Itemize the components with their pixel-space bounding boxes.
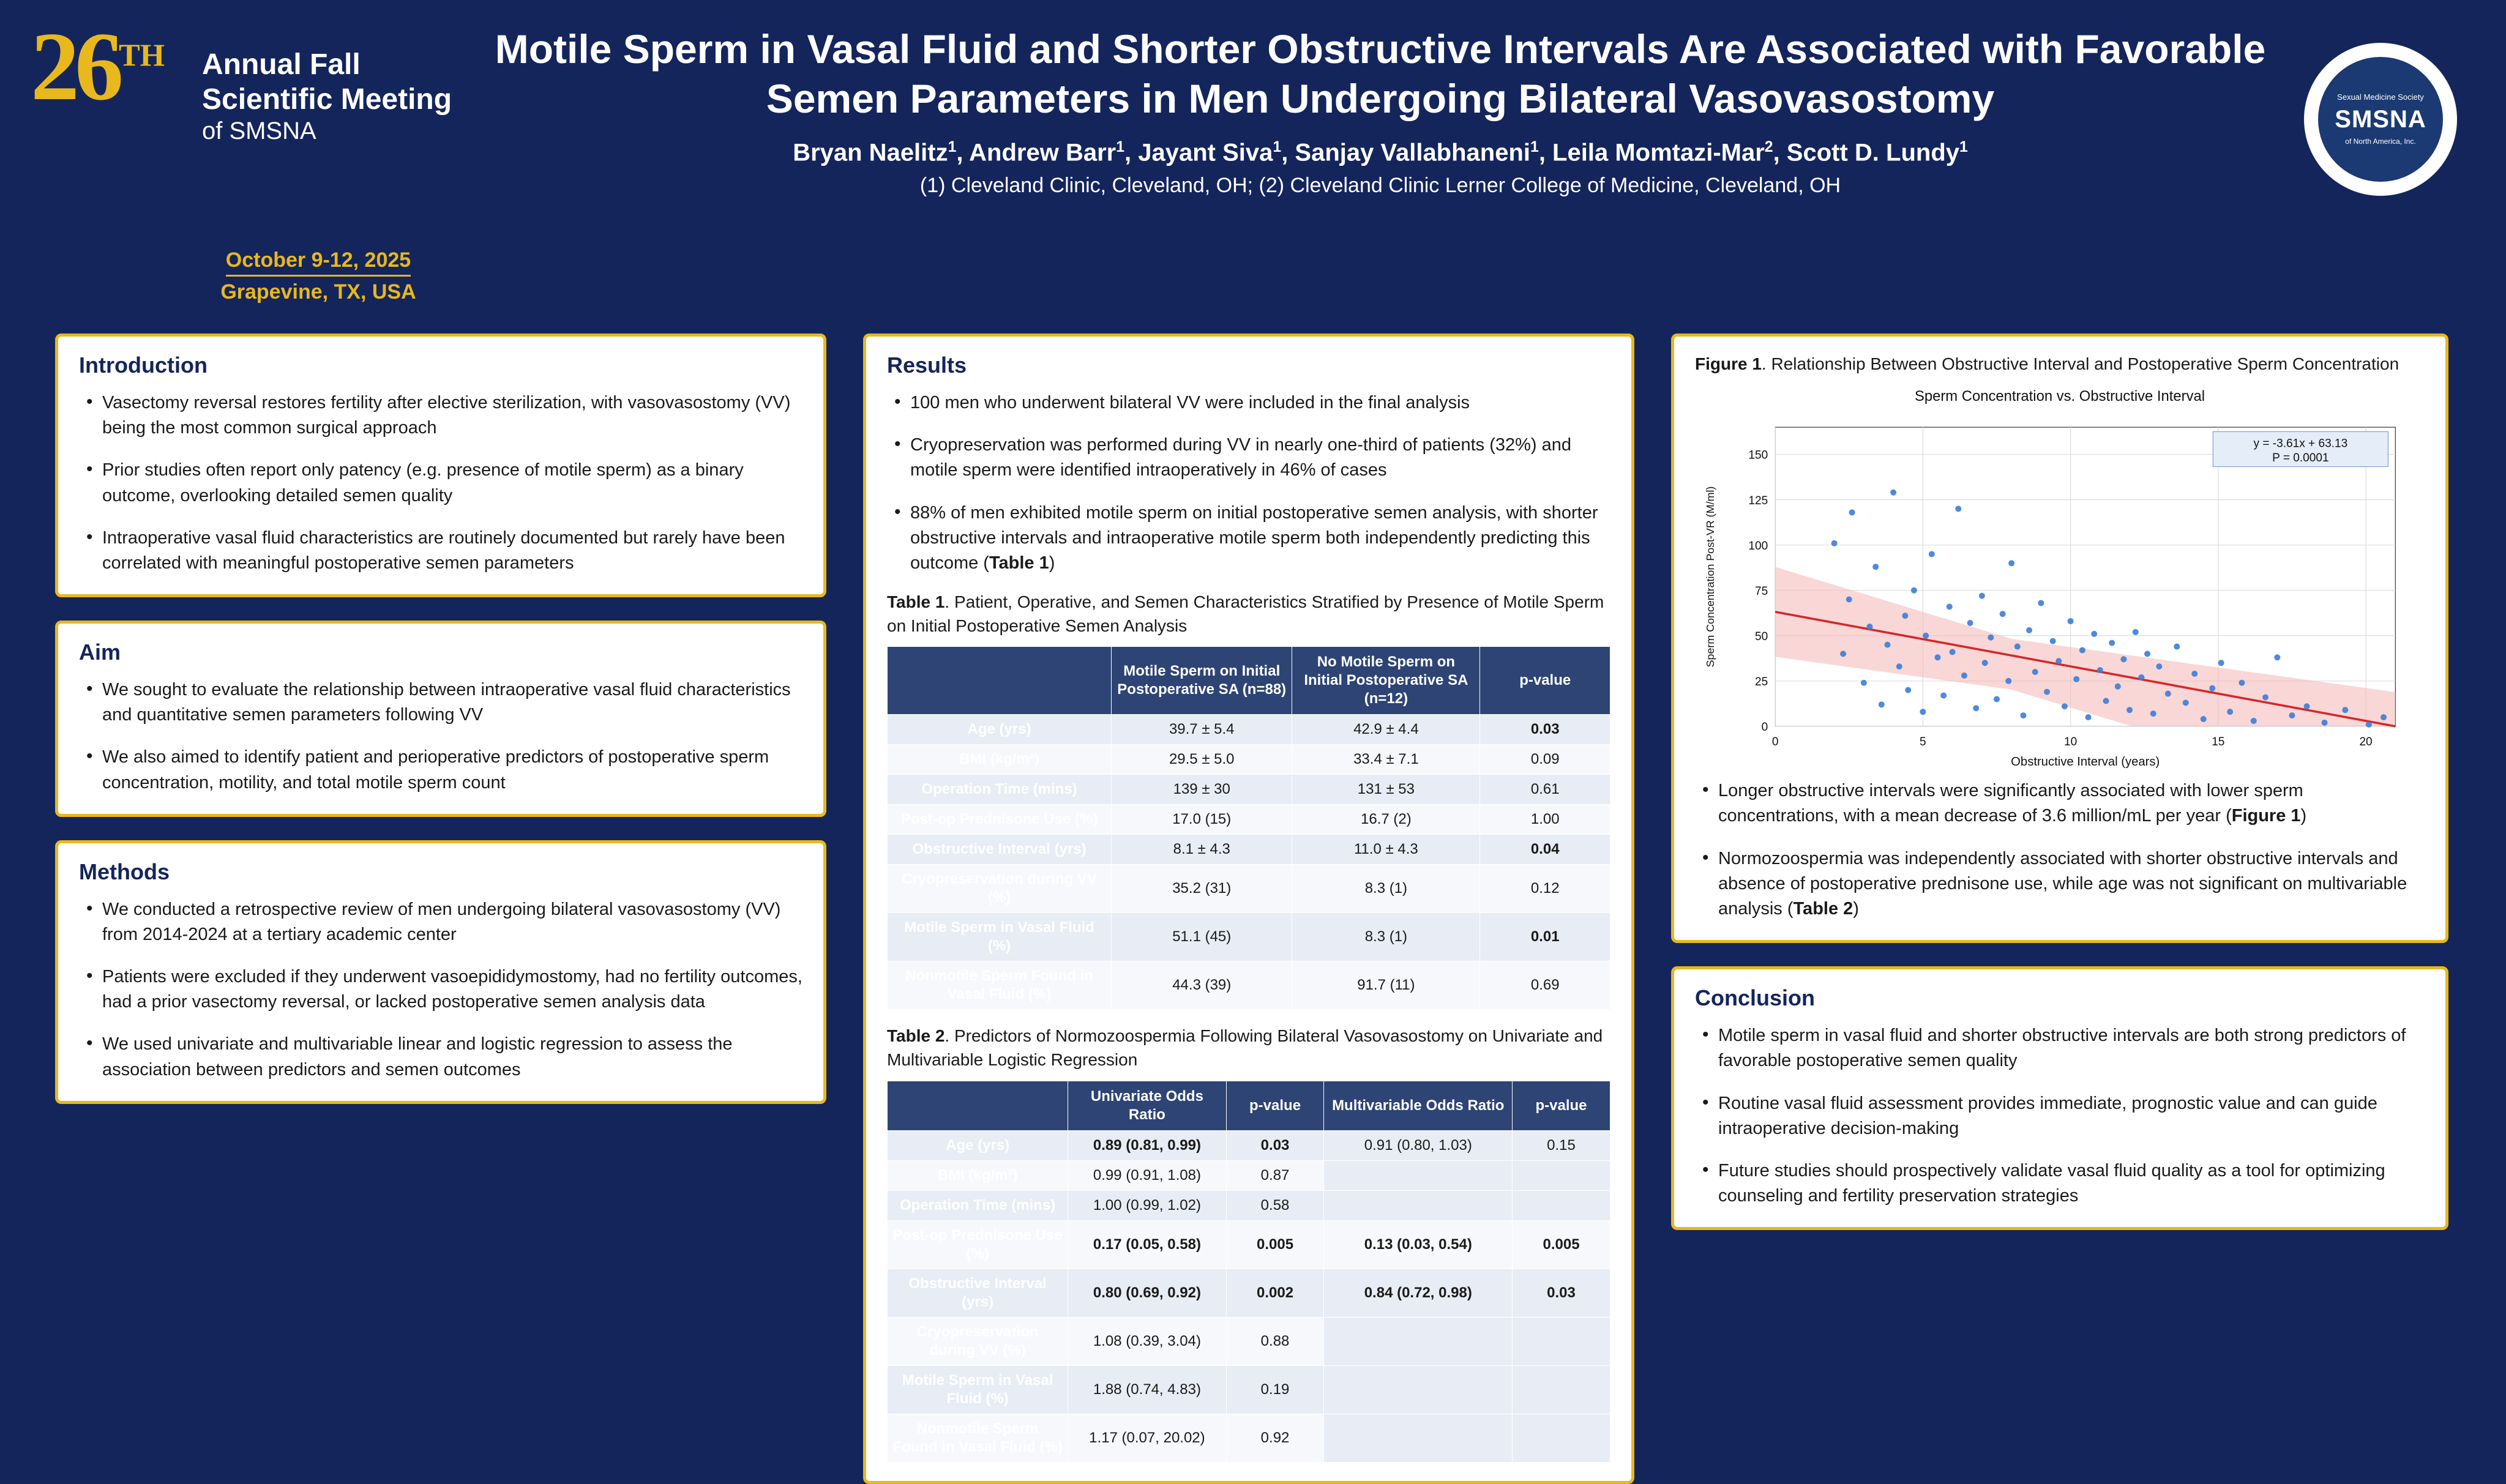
list-item: • Intraoperative vasal fluid characteristics are routinely documented but rarely have been correlated with meaningful postoperative semen parameters (79, 526, 802, 576)
table-row (888, 913, 1610, 961)
list-item: • Motile sperm in vasal fluid and shorter obstructive intervals are both strong predictors of favorable postoperative semen quality (1695, 1023, 2425, 1073)
table-cell-univariate-or: 0.99 (0.91, 1.08) (1068, 1160, 1226, 1190)
list-item: • Future studies should prospectively validate vasal fluid quality as a tool for optimizing counseling and fertility preservation strategies (1695, 1158, 2425, 1209)
section-figure (1671, 334, 2448, 943)
table-row (888, 1317, 1610, 1365)
svg-text:Sperm Concentration vs. Obstru: Sperm Concentration vs. Obstructive Interval (1914, 387, 2205, 405)
table-cell-multivariable-or (1324, 1414, 1513, 1462)
figure1-caption-text: . Relationship Between Obstructive Interval and Postoperative Sperm Concentration (1761, 354, 2399, 373)
table-row-label: Obstructive Interval (yrs) (888, 1269, 1068, 1317)
smsna-seal-top-text: Sexual Medicine Society (2337, 92, 2424, 102)
svg-text:0: 0 (1771, 735, 1779, 748)
conclusion-list (1695, 1023, 2425, 1209)
conclusion-heading: Conclusion (1695, 985, 1815, 1011)
table-cell-motile: 139 ± 30 (1112, 775, 1292, 805)
table-row-label: Motile Sperm in Vasal Fluid (%) (888, 913, 1112, 961)
table-row (888, 745, 1610, 775)
svg-text:0: 0 (1761, 720, 1768, 734)
table-row (888, 775, 1610, 805)
table-cell-motile: 35.2 (31) (1112, 865, 1292, 913)
table-cell-multivariable-or (1324, 1317, 1513, 1365)
figure1-caption-label: Figure 1 (1695, 354, 1762, 373)
list-item: • Normozoospermia was independently associated with shorter obstructive intervals and absence of postoperative prednisone use, while age was not significant on multivariable analysis (Table 2) (1695, 846, 2425, 922)
list-item: • 100 men who underwent bilateral VV were included in the final analysis (887, 390, 1610, 416)
table-cell-nonmotile: 131 ± 53 (1292, 775, 1480, 805)
table-row-label: Operation Time (mins) (888, 1190, 1068, 1220)
table1-caption (887, 591, 1610, 638)
table-cell-nonmotile: 33.4 ± 7.1 (1292, 745, 1480, 775)
table-cell-pvalue: 0.03 (1480, 715, 1610, 745)
list-item: • Longer obstructive intervals were significantly associated with lower sperm concentrations, with a mean decrease of 3.6 million/mL per year (Figure 1) (1695, 778, 2425, 829)
table-cell-univariate-or: 1.88 (0.74, 4.83) (1068, 1365, 1226, 1414)
table-row-label: Post-op Prednisone Use (%) (888, 805, 1112, 835)
table2-col-3: Multivariable Odds Ratio (1324, 1081, 1513, 1130)
column-right (1671, 334, 2448, 1398)
methods-heading: Methods (79, 859, 170, 884)
column-middle (863, 334, 1634, 1455)
table2-col-0 (888, 1081, 1068, 1130)
table-row-label: BMI (kg/m²) (888, 1160, 1068, 1190)
table1-caption-text: . Patient, Operative, and Semen Characteristics Stratified by Presence of Motile Sperm on Initial Postoperative Semen Analysis (887, 592, 1604, 635)
section-aim (55, 621, 826, 817)
table-row-label: Age (yrs) (888, 1130, 1068, 1160)
table-cell-univariate-or: 0.89 (0.81, 0.99) (1068, 1130, 1226, 1160)
table-cell-univariate-p: 0.19 (1226, 1365, 1324, 1414)
table1-body (888, 715, 1610, 1010)
conference-logo (24, 11, 477, 304)
conference-line1: Annual Fall (202, 48, 361, 81)
table-row-label: Obstructive Interval (yrs) (888, 835, 1112, 865)
table-cell-pvalue: 0.04 (1480, 835, 1610, 865)
table-cell-motile: 17.0 (15) (1112, 805, 1292, 835)
table-cell-motile: 39.7 ± 5.4 (1112, 715, 1292, 745)
aim-list (79, 677, 802, 796)
table2-col-2: p-value (1226, 1081, 1324, 1130)
section-methods (55, 840, 826, 1104)
table2-caption (887, 1024, 1610, 1072)
list-item: • Cryopreservation was performed during VV in nearly one-third of patients (32%) and motile sperm were identified intraoperatively in 46% of cases (887, 433, 1610, 483)
table-row (888, 805, 1610, 835)
smsna-seal-bottom-text: of North America, Inc. (2345, 136, 2416, 146)
table-cell-univariate-or: 1.17 (0.07, 20.02) (1068, 1414, 1226, 1462)
table-cell-multivariable-p (1513, 1317, 1610, 1365)
table-cell-univariate-or: 0.80 (0.69, 0.92) (1068, 1269, 1226, 1317)
svg-text:50: 50 (1754, 630, 1768, 643)
list-item: • We conducted a retrospective review of men undergoing bilateral vasovasostomy (VV) from 2014-2024 at a tertiary academic center (79, 897, 802, 947)
table-row (888, 1269, 1610, 1317)
svg-text:Sperm Concentration Post-VR (M: Sperm Concentration Post-VR (M/ml) (1704, 486, 1716, 667)
figure1-plot (1695, 385, 2425, 779)
table-row-label: Post-op Prednisone Use (%) (888, 1220, 1068, 1269)
svg-text:20: 20 (2359, 735, 2373, 748)
conference-name (202, 48, 452, 146)
scatter-plot-svg (1695, 385, 2425, 779)
list-item: • Patients were excluded if they underwent vasoepididymostomy, had no fertility outcomes, had a prior vasectomy reversal, or lacked postoperative semen analysis data (79, 964, 802, 1015)
table-cell-univariate-p: 0.58 (1226, 1190, 1324, 1220)
table2-body (888, 1130, 1610, 1462)
smsna-seal-acronym: SMSNA (2335, 105, 2426, 133)
conference-number-value: 26 (31, 12, 119, 121)
svg-text:150: 150 (1748, 449, 1768, 462)
methods-list (79, 897, 802, 1083)
list-item: • Routine vasal fluid assessment provides immediate, prognostic value and can guide intraoperative decision-making (1695, 1091, 2425, 1141)
svg-text:10: 10 (2063, 735, 2078, 748)
table-cell-pvalue: 0.09 (1480, 745, 1610, 775)
results-list (887, 390, 1610, 576)
table-cell-nonmotile: 16.7 (2) (1292, 805, 1480, 835)
table-cell-multivariable-or: 0.13 (0.03, 0.54) (1324, 1220, 1513, 1269)
table2-col-1: Univariate Odds Ratio (1068, 1081, 1226, 1130)
poster-body (0, 334, 2506, 1455)
poster-header (0, 0, 2506, 324)
table-cell-pvalue: 0.69 (1480, 961, 1610, 1010)
list-item: • We also aimed to identify patient and perioperative predictors of postoperative sperm concentration, motility, and total motile sperm count (79, 745, 802, 795)
conference-date-range: October 9-12, 2025 (226, 248, 411, 277)
table-row (888, 961, 1610, 1010)
table-cell-nonmotile: 42.9 ± 4.4 (1292, 715, 1480, 745)
table-cell-univariate-p: 0.92 (1226, 1414, 1324, 1462)
table-row (888, 1414, 1610, 1462)
table-header-row (888, 647, 1610, 715)
table-cell-nonmotile: 11.0 ± 4.3 (1292, 835, 1480, 865)
smsna-logo (2304, 43, 2457, 196)
table-row (888, 1220, 1610, 1269)
table-cell-univariate-p: 0.03 (1226, 1130, 1324, 1160)
table-cell-pvalue: 0.61 (1480, 775, 1610, 805)
affiliation-list: (1) Cleveland Clinic, Cleveland, OH; (2) Cleveland Clinic Lerner College of Medicine, Cleveland, OH (919, 174, 1841, 198)
svg-text:Obstructive Interval (years): Obstructive Interval (years) (2011, 755, 2160, 769)
table1-col-1: Motile Sperm on Initial Postoperative SA (n=88) (1112, 647, 1292, 715)
conference-location: Grapevine, TX, USA (220, 280, 416, 304)
introduction-heading: Introduction (79, 352, 208, 378)
table-row-label: Operation Time (mins) (888, 775, 1112, 805)
table-row-label: Nonmotile Sperm Found in Vasal Fluid (%) (888, 1414, 1068, 1462)
conference-line2: Scientific Meeting (202, 83, 452, 116)
table-cell-multivariable-p (1513, 1414, 1610, 1462)
table2-caption-text: . Predictors of Normozoospermia Following Bilateral Vasovasostomy on Univariate and Multivariable Logistic Regression (887, 1026, 1603, 1069)
conference-line3: of SMSNA (202, 117, 316, 145)
table-row (888, 1365, 1610, 1414)
table-normozoospermia-predictors (887, 1081, 1610, 1463)
list-item: • 88% of men exhibited motile sperm on initial postoperative semen analysis, with shorter obstructive intervals and intraoperative motile sperm both independently predicting this outcome (Table 1) (887, 501, 1610, 576)
results-heading: Results (887, 352, 967, 378)
table-row-label: Cryopreservation during VV (%) (888, 1317, 1068, 1365)
author-list: Bryan Naelitz$^1$, Andrew Barr$^1$, Jayant Siva$^1$, Sanjay Vallabhaneni$^1$, Leila Momtazi-Mar$^2$, Scott D. Lundy$^1$ (793, 139, 1968, 166)
table-cell-univariate-or: 1.00 (0.99, 1.02) (1068, 1190, 1226, 1220)
table-cell-motile: 44.3 (39) (1112, 961, 1292, 1010)
table-cell-pvalue: 0.12 (1480, 865, 1610, 913)
conference-number-suffix: TH (119, 38, 165, 73)
table-cell-motile: 8.1 ± 4.3 (1112, 835, 1292, 865)
table-row (888, 1130, 1610, 1160)
table-cell-univariate-p: 0.88 (1226, 1317, 1324, 1365)
svg-text:25: 25 (1754, 675, 1768, 688)
table-row (888, 1190, 1610, 1220)
svg-text:5: 5 (1920, 735, 1926, 748)
table-cell-motile: 51.1 (45) (1112, 913, 1292, 961)
table-cell-multivariable-or (1324, 1190, 1513, 1220)
table-cell-multivariable-or (1324, 1365, 1513, 1414)
svg-text:y = -3.61x + 63.13: y = -3.61x + 63.13 (2253, 436, 2348, 450)
table1-col-2: No Motile Sperm on Initial Postoperative SA (n=12) (1292, 647, 1480, 715)
list-item: • Prior studies often report only patency (e.g. presence of motile sperm) as a binary outcome, overlooking detailed semen quality (79, 458, 802, 508)
table-cell-univariate-p: 0.87 (1226, 1160, 1324, 1190)
conference-dates (178, 248, 459, 304)
table1-caption-label: Table 1 (887, 592, 945, 612)
table-cell-univariate-p: 0.005 (1226, 1220, 1324, 1269)
table-patient-characteristics (887, 646, 1610, 1010)
table-row-label: Motile Sperm in Vasal Fluid (%) (888, 1365, 1068, 1414)
table-cell-multivariable-p (1513, 1190, 1610, 1220)
svg-text:75: 75 (1754, 584, 1768, 598)
table-cell-nonmotile: 91.7 (11) (1292, 961, 1480, 1010)
conference-number (31, 12, 165, 121)
table1-col-0 (888, 647, 1112, 715)
table-cell-univariate-or: 1.08 (0.39, 3.04) (1068, 1317, 1226, 1365)
section-introduction (55, 334, 826, 597)
table-cell-nonmotile: 8.3 (1) (1292, 913, 1480, 961)
table-row (888, 715, 1610, 745)
table-row-label: BMI (kg/m²) (888, 745, 1112, 775)
table2-caption-label: Table 2 (887, 1026, 945, 1046)
svg-text:125: 125 (1748, 494, 1768, 507)
table-cell-multivariable-p: 0.15 (1513, 1130, 1610, 1160)
table1-col-3: p-value (1480, 647, 1610, 715)
table-cell-univariate-or: 0.17 (0.05, 0.58) (1068, 1220, 1226, 1269)
table-cell-nonmotile: 8.3 (1) (1292, 865, 1480, 913)
table-cell-multivariable-p (1513, 1160, 1610, 1190)
table-cell-multivariable-or: 0.84 (0.72, 0.98) (1324, 1269, 1513, 1317)
figure-findings-list (1695, 778, 2425, 922)
figure1-caption (1695, 352, 2425, 376)
introduction-list (79, 390, 802, 576)
svg-text:15: 15 (2212, 735, 2225, 748)
smsna-seal-inner (2315, 54, 2446, 185)
table-cell-multivariable-p: 0.005 (1513, 1220, 1610, 1269)
list-item: • We sought to evaluate the relationship between intraoperative vasal fluid characteristics and quantitative semen parameters following VV (79, 677, 802, 728)
table-row (888, 835, 1610, 865)
table-cell-motile: 29.5 ± 5.0 (1112, 745, 1292, 775)
table-cell-multivariable-p (1513, 1365, 1610, 1414)
table-cell-pvalue: 1.00 (1480, 805, 1610, 835)
table-cell-multivariable-or (1324, 1160, 1513, 1190)
page-title: Motile Sperm in Vasal Fluid and Shorter Obstructive Intervals Are Associated with Favorable Semen Parameters in Men Undergoing Bilateral Vasovasostomy (495, 26, 2266, 121)
table-row (888, 865, 1610, 913)
table2-col-4: p-value (1513, 1081, 1610, 1130)
section-results (863, 334, 1634, 1484)
table-cell-univariate-p: 0.002 (1226, 1269, 1324, 1317)
table-cell-pvalue: 0.01 (1480, 913, 1610, 961)
table-cell-multivariable-or: 0.91 (0.80, 1.03) (1324, 1130, 1513, 1160)
table-row-label: Nonmotile Sperm Found in Vasal Fluid (%) (888, 961, 1112, 1010)
list-item: • Vasectomy reversal restores fertility after elective sterilization, with vasovasostomy (VV) being the most common surgical approach (79, 390, 802, 441)
table-row-label: Cryopreservation during VV (%) (888, 865, 1112, 913)
table-header-row (888, 1081, 1610, 1130)
svg-text:P = 0.0001: P = 0.0001 (2272, 451, 2329, 464)
table-row (888, 1160, 1610, 1190)
aim-heading: Aim (79, 639, 121, 665)
column-left (55, 334, 826, 1398)
list-item: • We used univariate and multivariable linear and logistic regression to assess the association between predictors and semen outcomes (79, 1032, 802, 1082)
title-block (484, 24, 2277, 198)
section-conclusion (1671, 966, 2448, 1230)
table-row-label: Age (yrs) (888, 715, 1112, 745)
table-cell-multivariable-p: 0.03 (1513, 1269, 1610, 1317)
svg-text:100: 100 (1748, 539, 1768, 553)
